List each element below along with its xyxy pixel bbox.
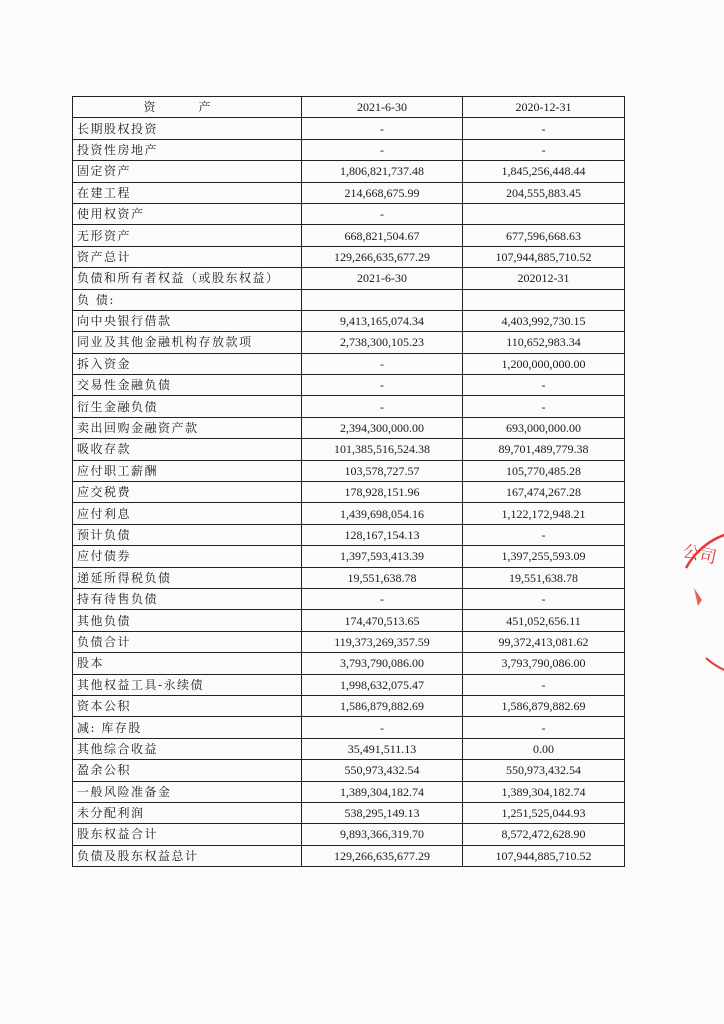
row-label: 递延所得税负债 [73, 567, 302, 588]
value-2020-12-31: 1,122,172,948.21 [463, 503, 625, 524]
value-2021-6-30: - [302, 353, 463, 374]
table-row [73, 802, 625, 823]
table-row [73, 246, 625, 267]
row-label: 持有待售负债 [73, 588, 302, 609]
table-row [73, 332, 625, 353]
row-label: 股本 [73, 653, 302, 674]
value-2020-12-31: - [463, 396, 625, 417]
row-label: 拆入资金 [73, 353, 302, 374]
row-label: 向中央银行借款 [73, 310, 302, 331]
value-2020-12-31: - [463, 375, 625, 396]
table-row [73, 417, 625, 438]
header-col-2020: 2020-12-31 [463, 97, 625, 118]
value-2021-6-30: 35,491,511.13 [302, 738, 463, 759]
value-2021-6-30: - [302, 139, 463, 160]
table-row [73, 567, 625, 588]
row-label: 同业及其他金融机构存放款项 [73, 332, 302, 353]
row-label: 在建工程 [73, 182, 302, 203]
value-2021-6-30: 550,973,432.54 [302, 760, 463, 781]
row-label: 应付利息 [73, 503, 302, 524]
value-2020-12-31: 1,389,304,182.74 [463, 781, 625, 802]
row-label: 预计负债 [73, 524, 302, 545]
row-label: 未分配利润 [73, 802, 302, 823]
table-body [73, 118, 625, 867]
value-2020-12-31: 89,701,489,779.38 [463, 439, 625, 460]
value-2020-12-31: - [463, 717, 625, 738]
value-2021-6-30 [302, 289, 463, 310]
value-2020-12-31: 693,000,000.00 [463, 417, 625, 438]
header-label: 资 产 [73, 97, 302, 118]
table-row [73, 161, 625, 182]
value-2020-12-31: - [463, 524, 625, 545]
value-2021-6-30: 3,793,790,086.00 [302, 653, 463, 674]
value-2020-12-31: 110,652,983.34 [463, 332, 625, 353]
table-row [73, 182, 625, 203]
value-2020-12-31: - [463, 118, 625, 139]
table-row [73, 653, 625, 674]
value-2020-12-31: 0.00 [463, 738, 625, 759]
value-2020-12-31: 1,397,255,593.09 [463, 546, 625, 567]
value-2021-6-30: 538,295,149.13 [302, 802, 463, 823]
table-row [73, 674, 625, 695]
value-2021-6-30: 178,928,151.96 [302, 482, 463, 503]
row-label: 资本公积 [73, 695, 302, 716]
row-label: 减: 库存股 [73, 717, 302, 738]
row-label: 盈余公积 [73, 760, 302, 781]
value-2020-12-31: 8,572,472,628.90 [463, 824, 625, 845]
value-2020-12-31: 107,944,885,710.52 [463, 845, 625, 866]
value-2021-6-30: 174,470,513.65 [302, 610, 463, 631]
row-label: 一般风险准备金 [73, 781, 302, 802]
value-2021-6-30: - [302, 588, 463, 609]
table-row [73, 118, 625, 139]
row-label: 使用权资产 [73, 203, 302, 224]
value-2021-6-30: 1,389,304,182.74 [302, 781, 463, 802]
table-row [73, 717, 625, 738]
value-2020-12-31 [463, 203, 625, 224]
value-2021-6-30: 1,806,821,737.48 [302, 161, 463, 182]
value-2021-6-30: 1,397,593,413.39 [302, 546, 463, 567]
value-2020-12-31: - [463, 674, 625, 695]
value-2020-12-31 [463, 289, 625, 310]
row-label: 固定资产 [73, 161, 302, 182]
table-row [73, 695, 625, 716]
value-2020-12-31: 167,474,267.28 [463, 482, 625, 503]
table-row [73, 845, 625, 866]
row-label: 投资性房地产 [73, 139, 302, 160]
value-2020-12-31: 107,944,885,710.52 [463, 246, 625, 267]
value-2021-6-30: 668,821,504.67 [302, 225, 463, 246]
row-label: 其他权益工具-永续债 [73, 674, 302, 695]
value-2021-6-30: - [302, 375, 463, 396]
table-row [73, 203, 625, 224]
value-2020-12-31: 1,251,525,044.93 [463, 802, 625, 823]
table-row [73, 503, 625, 524]
table-row [73, 439, 625, 460]
row-label: 其他负债 [73, 610, 302, 631]
value-2021-6-30: 9,413,165,074.34 [302, 310, 463, 331]
row-label: 股东权益合计 [73, 824, 302, 845]
row-label: 负 债: [73, 289, 302, 310]
value-2021-6-30: 2,738,300,105.23 [302, 332, 463, 353]
table-row [73, 524, 625, 545]
value-2021-6-30: 119,373,269,357.59 [302, 631, 463, 652]
value-2020-12-31: 105,770,485.28 [463, 460, 625, 481]
value-2020-12-31: 677,596,668.63 [463, 225, 625, 246]
table-row [73, 588, 625, 609]
table-row [73, 824, 625, 845]
row-label: 卖出回购金融资产款 [73, 417, 302, 438]
table-row [73, 760, 625, 781]
table-row [73, 396, 625, 417]
table-row [73, 310, 625, 331]
value-2021-6-30: - [302, 203, 463, 224]
row-label: 资产总计 [73, 246, 302, 267]
table-row [73, 139, 625, 160]
row-label: 应交税费 [73, 482, 302, 503]
stamp-text: 公司 [680, 541, 719, 569]
row-label: 应付债券 [73, 546, 302, 567]
value-2020-12-31: 202012-31 [463, 268, 625, 289]
value-2020-12-31: 550,973,432.54 [463, 760, 625, 781]
table-row [73, 353, 625, 374]
row-label: 其他综合收益 [73, 738, 302, 759]
value-2021-6-30: 2021-6-30 [302, 268, 463, 289]
header-col-2021: 2021-6-30 [302, 97, 463, 118]
row-label: 无形资产 [73, 225, 302, 246]
value-2020-12-31: 204,555,883.45 [463, 182, 625, 203]
value-2021-6-30: 129,266,635,677.29 [302, 845, 463, 866]
value-2021-6-30: 1,439,698,054.16 [302, 503, 463, 524]
value-2021-6-30: - [302, 118, 463, 139]
value-2021-6-30: 1,998,632,075.47 [302, 674, 463, 695]
table-row [73, 738, 625, 759]
value-2021-6-30: - [302, 717, 463, 738]
value-2020-12-31: 1,586,879,882.69 [463, 695, 625, 716]
value-2021-6-30: - [302, 396, 463, 417]
row-label: 应付职工薪酬 [73, 460, 302, 481]
value-2021-6-30: 128,167,154.13 [302, 524, 463, 545]
balance-sheet-table [72, 96, 625, 867]
row-label: 吸收存款 [73, 439, 302, 460]
table-row [73, 781, 625, 802]
value-2021-6-30: 103,578,727.57 [302, 460, 463, 481]
table-header-row [73, 97, 625, 118]
value-2020-12-31: 19,551,638.78 [463, 567, 625, 588]
table-row [73, 268, 625, 289]
value-2021-6-30: 2,394,300,000.00 [302, 417, 463, 438]
row-label: 负债及股东权益总计 [73, 845, 302, 866]
table-row [73, 375, 625, 396]
table-row [73, 546, 625, 567]
value-2020-12-31: 1,845,256,448.44 [463, 161, 625, 182]
table-row [73, 631, 625, 652]
table-row [73, 225, 625, 246]
table-row [73, 482, 625, 503]
row-label: 衍生金融负债 [73, 396, 302, 417]
value-2020-12-31: 451,052,656.11 [463, 610, 625, 631]
value-2020-12-31: 99,372,413,081.62 [463, 631, 625, 652]
row-label: 负债和所有者权益（或股东权益） [73, 268, 302, 289]
value-2021-6-30: 214,668,675.99 [302, 182, 463, 203]
value-2021-6-30: 129,266,635,677.29 [302, 246, 463, 267]
table-row [73, 460, 625, 481]
value-2020-12-31: 3,793,790,086.00 [463, 653, 625, 674]
row-label: 负债合计 [73, 631, 302, 652]
row-label: 交易性金融负债 [73, 375, 302, 396]
table-row [73, 289, 625, 310]
value-2021-6-30: 9,893,366,319.70 [302, 824, 463, 845]
table-row [73, 610, 625, 631]
value-2021-6-30: 1,586,879,882.69 [302, 695, 463, 716]
value-2021-6-30: 101,385,516,524.38 [302, 439, 463, 460]
value-2021-6-30: 19,551,638.78 [302, 567, 463, 588]
value-2020-12-31: 4,403,992,730.15 [463, 310, 625, 331]
value-2020-12-31: - [463, 139, 625, 160]
row-label: 长期股权投资 [73, 118, 302, 139]
value-2020-12-31: - [463, 588, 625, 609]
value-2020-12-31: 1,200,000,000.00 [463, 353, 625, 374]
